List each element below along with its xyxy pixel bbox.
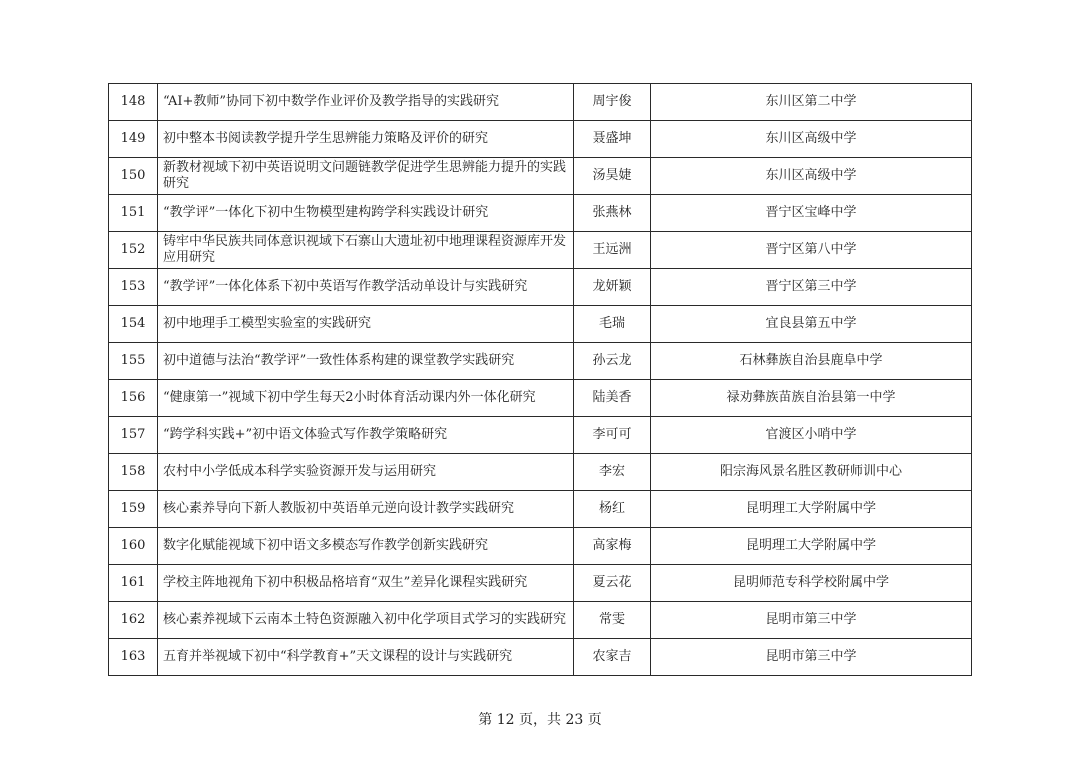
author-name-cell: 毛瑞: [574, 306, 651, 343]
table-row: [109, 306, 972, 343]
row-number-cell: 153: [109, 269, 158, 306]
author-name-cell: 汤昊婕: [574, 158, 651, 195]
project-title-cell: 核心素养视域下云南本土特色资源融入初中化学项目式学习的实践研究: [158, 602, 574, 639]
table-row: [109, 195, 972, 232]
row-number-cell: 156: [109, 380, 158, 417]
author-name-cell: 高家梅: [574, 528, 651, 565]
table-row: [109, 380, 972, 417]
table-row: [109, 121, 972, 158]
table-row: [109, 232, 972, 269]
project-title-cell: 学校主阵地视角下初中积极品格培育“双生”差异化课程实践研究: [158, 565, 574, 602]
project-title-cell: 五育并举视域下初中“科学教育+”天文课程的设计与实践研究: [158, 639, 574, 676]
school-name-cell: 昆明理工大学附属中学: [651, 528, 972, 565]
row-number-cell: 161: [109, 565, 158, 602]
table-row: [109, 84, 972, 121]
school-name-cell: 晋宁区宝峰中学: [651, 195, 972, 232]
project-title-cell: 数字化赋能视域下初中语文多模态写作教学创新实践研究: [158, 528, 574, 565]
project-title-cell: “健康第一”视域下初中学生每天2小时体育活动课内外一体化研究: [158, 380, 574, 417]
school-name-cell: 禄劝彝族苗族自治县第一中学: [651, 380, 972, 417]
row-number-cell: 157: [109, 417, 158, 454]
school-name-cell: 昆明市第三中学: [651, 602, 972, 639]
author-name-cell: 聂盛坤: [574, 121, 651, 158]
author-name-cell: 李宏: [574, 454, 651, 491]
project-table-body: [109, 84, 972, 676]
project-title-cell: 初中整本书阅读教学提升学生思辨能力策略及评价的研究: [158, 121, 574, 158]
project-title-cell: “教学评”一体化下初中生物模型建构跨学科实践设计研究: [158, 195, 574, 232]
author-name-cell: 王远洲: [574, 232, 651, 269]
row-number-cell: 149: [109, 121, 158, 158]
author-name-cell: 常雯: [574, 602, 651, 639]
school-name-cell: 晋宁区第八中学: [651, 232, 972, 269]
author-name-cell: 龙妍颖: [574, 269, 651, 306]
school-name-cell: 东川区第二中学: [651, 84, 972, 121]
row-number-cell: 158: [109, 454, 158, 491]
table-row: [109, 158, 972, 195]
school-name-cell: 阳宗海风景名胜区教研师训中心: [651, 454, 972, 491]
author-name-cell: 李可可: [574, 417, 651, 454]
project-title-cell: 初中道德与法治“教学评”一致性体系构建的课堂教学实践研究: [158, 343, 574, 380]
school-name-cell: 官渡区小哨中学: [651, 417, 972, 454]
school-name-cell: 昆明市第三中学: [651, 639, 972, 676]
table-row: [109, 417, 972, 454]
project-table: [108, 83, 972, 676]
school-name-cell: 晋宁区第三中学: [651, 269, 972, 306]
table-row: [109, 602, 972, 639]
row-number-cell: 160: [109, 528, 158, 565]
author-name-cell: 农家吉: [574, 639, 651, 676]
row-number-cell: 159: [109, 491, 158, 528]
author-name-cell: 杨红: [574, 491, 651, 528]
page-number-footer: 第 12 页，共 23 页: [478, 712, 602, 728]
table-row: [109, 454, 972, 491]
school-name-cell: 东川区高级中学: [651, 121, 972, 158]
row-number-cell: 150: [109, 158, 158, 195]
row-number-cell: 155: [109, 343, 158, 380]
project-title-cell: “AI+教师”协同下初中数学作业评价及教学指导的实践研究: [158, 84, 574, 121]
school-name-cell: 宜良县第五中学: [651, 306, 972, 343]
project-title-cell: 农村中小学低成本科学实验资源开发与运用研究: [158, 454, 574, 491]
school-name-cell: 昆明师范专科学校附属中学: [651, 565, 972, 602]
school-name-cell: 东川区高级中学: [651, 158, 972, 195]
project-title-cell: “跨学科实践+”初中语文体验式写作教学策略研究: [158, 417, 574, 454]
row-number-cell: 152: [109, 232, 158, 269]
row-number-cell: 162: [109, 602, 158, 639]
row-number-cell: 154: [109, 306, 158, 343]
author-name-cell: 孙云龙: [574, 343, 651, 380]
school-name-cell: 昆明理工大学附属中学: [651, 491, 972, 528]
table-row: [109, 343, 972, 380]
project-title-cell: “教学评”一体化体系下初中英语写作教学活动单设计与实践研究: [158, 269, 574, 306]
row-number-cell: 163: [109, 639, 158, 676]
project-title-cell: 核心素养导向下新人教版初中英语单元逆向设计教学实践研究: [158, 491, 574, 528]
table-row: [109, 639, 972, 676]
table-row: [109, 491, 972, 528]
row-number-cell: 151: [109, 195, 158, 232]
author-name-cell: 张燕林: [574, 195, 651, 232]
author-name-cell: 周宇俊: [574, 84, 651, 121]
table-row: [109, 269, 972, 306]
table-row: [109, 528, 972, 565]
author-name-cell: 陆美香: [574, 380, 651, 417]
school-name-cell: 石林彝族自治县鹿阜中学: [651, 343, 972, 380]
table-row: [109, 565, 972, 602]
project-title-cell: 铸牢中华民族共同体意识视域下石寨山大遗址初中地理课程资源库开发应用研究: [158, 232, 574, 269]
project-title-cell: 初中地理手工模型实验室的实践研究: [158, 306, 574, 343]
author-name-cell: 夏云花: [574, 565, 651, 602]
row-number-cell: 148: [109, 84, 158, 121]
project-title-cell: 新教材视域下初中英语说明文问题链教学促进学生思辨能力提升的实践研究: [158, 158, 574, 195]
